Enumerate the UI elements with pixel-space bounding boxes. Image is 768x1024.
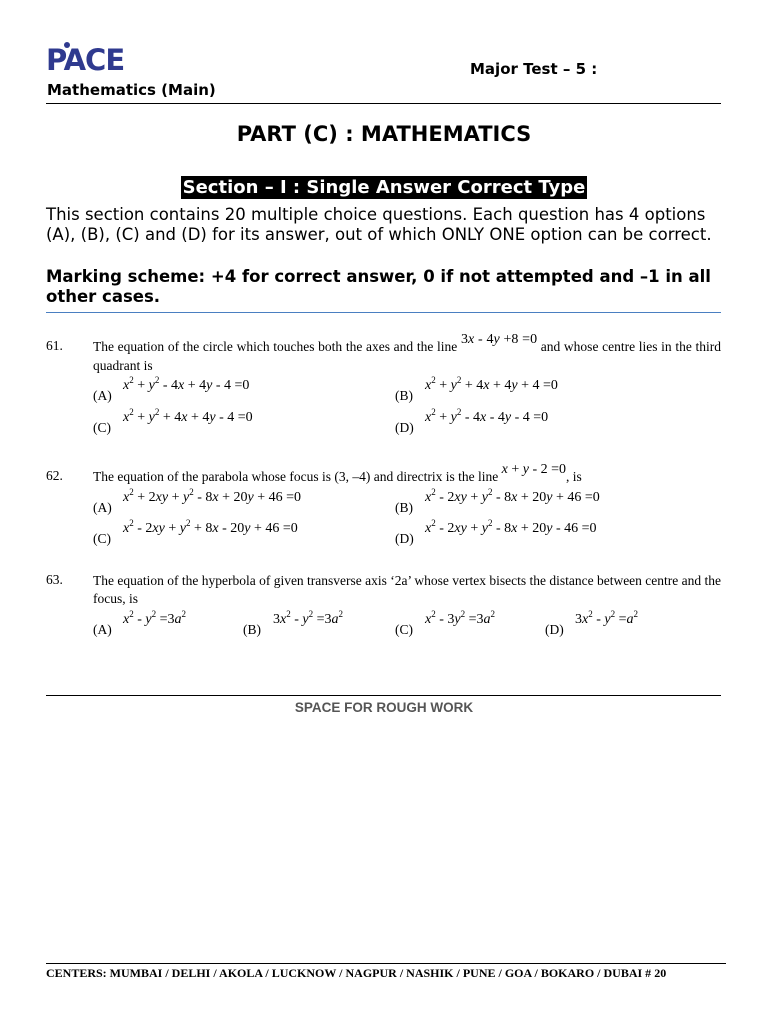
section-intro: This section contains 20 multiple choice questions. Each question has 4 options (A), (B), (C) and (D) for its answer, out of which ONLY ONE option can be correct. <box>46 205 712 244</box>
option-label: (C) <box>93 531 111 546</box>
option-label: (B) <box>395 500 413 515</box>
part-heading: PART (C) : MATHEMATICS <box>236 122 532 146</box>
option-equation: $x^2 + y^2 - 4x + 4y - 4 =0$ <box>123 375 250 393</box>
option-label: (C) <box>395 622 413 637</box>
option-equation: $x^2 - 2xy + y^2 - 8x + 20y + 46 =0$ <box>425 487 600 505</box>
option-equation: $x^2 - y^2 =3a^2$ <box>123 609 187 627</box>
marking-scheme: Marking scheme: +4 for correct answer, 0 if not attempted and –1 in all other cases. <box>46 267 711 306</box>
question-equation: 3x - 4y +8 =0 <box>460 332 538 347</box>
question-equation: x + y - 2 =0 <box>501 462 567 477</box>
footer <box>46 966 726 981</box>
pace-logo <box>46 44 136 76</box>
option-equation: $x^2 + y^2 + 4x + 4y - 4 =0$ <box>123 407 253 425</box>
section-heading: Section – I : Single Answer Correct Type <box>182 177 586 198</box>
option-label: (A) <box>93 500 112 515</box>
option-equation: $x^2 - 3y^2 =3a^2$ <box>425 609 496 627</box>
question-text <box>93 332 722 375</box>
rough-work-divider <box>46 695 721 696</box>
option-equation: $x^2 + y^2 - 4x - 4y - 4 =0$ <box>425 407 549 425</box>
test-title: Major Test – 5 : <box>470 60 598 78</box>
option-equation: $x^2 - 2xy + y^2 + 8x - 20y + 46 =0$ <box>123 518 298 536</box>
footer-centers: CENTERS: MUMBAI / DELHI / AKOLA / LUCKNOW / NAGPUR / NASHIK / PUNE / GOA / BOKARO / DUBAI # <box>46 966 652 980</box>
question-text-after: , is <box>566 469 582 484</box>
question-number: 63. <box>46 572 63 587</box>
section-heading-wrap <box>0 176 768 199</box>
question-number: 62. <box>46 468 63 483</box>
option-equation: $x^2 + 2xy + y^2 - 8x + 20y + 46 =0$ <box>123 487 301 505</box>
question-61 <box>46 332 722 438</box>
header-divider <box>46 103 721 104</box>
question-number: 61. <box>46 338 63 353</box>
logo-text: PACE <box>46 43 125 77</box>
option-equation: $3x^2 - y^2 =3a^2$ <box>273 609 344 627</box>
question-63 <box>46 572 721 647</box>
option-label: (B) <box>395 388 413 403</box>
option-label: (A) <box>93 622 112 637</box>
option-label: (C) <box>93 420 111 435</box>
option-equation: $x^2 + y^2 + 4x + 4y + 4 =0$ <box>425 375 558 393</box>
option-label: (B) <box>243 622 261 637</box>
footer-divider <box>46 963 726 964</box>
option-label: (A) <box>93 388 112 403</box>
section-divider <box>46 312 721 313</box>
page-number: 20 <box>654 966 667 980</box>
subject-title: Mathematics (Main) <box>47 81 216 99</box>
option-equation: $x^2 - 2xy + y^2 - 8x + 20y - 46 =0$ <box>425 518 597 536</box>
rough-work-label: SPACE FOR ROUGH WORK <box>294 700 474 715</box>
option-label: (D) <box>545 622 564 637</box>
option-label: (D) <box>395 420 414 435</box>
question-text: The equation of the hyperbola of given transverse axis ‘2a’ whose vertex bisects the distance between centre and the focus, is <box>93 573 722 606</box>
question-text-before: The equation of the circle which touches both the axes and the line <box>93 339 458 354</box>
question-62 <box>46 462 721 558</box>
question-text-after: and whose centre lies in the third quadrant is <box>93 339 722 373</box>
question-text <box>93 462 721 487</box>
question-text-before: The equation of the parabola whose focus is (3, –4) and directrix is the line <box>93 469 499 484</box>
option-equation: $3x^2 - y^2 =a^2$ <box>575 609 639 627</box>
option-label: (D) <box>395 531 414 546</box>
